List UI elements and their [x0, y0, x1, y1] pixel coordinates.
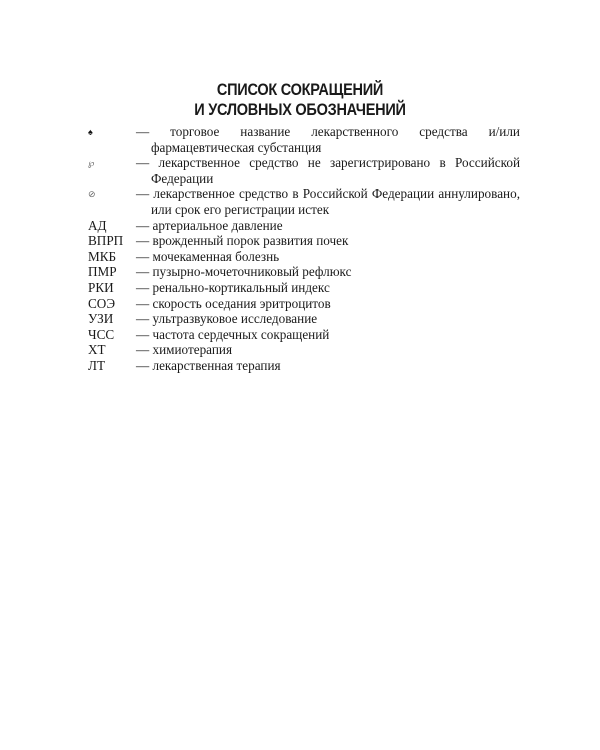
symbol-entry — [88, 155, 520, 186]
abbreviation-entry — [88, 296, 520, 312]
abbreviation-entry — [88, 249, 520, 265]
abbreviation-entry — [88, 342, 520, 358]
abbreviation-term: АД — [88, 217, 107, 233]
abbreviation-entry — [88, 311, 520, 327]
abbreviation-description: — мочекаменная болезнь — [136, 248, 280, 264]
symbol-description: — торговое название лекарственного средства и/или фармацевтическая субстанция — [136, 124, 520, 155]
abbreviation-entry — [88, 264, 520, 280]
symbol-description: — лекарственное средство не зарегистрировано в Российской Федерации — [136, 155, 520, 186]
abbreviation-description: — пузырно-мочеточниковый рефлюкс — [136, 264, 352, 280]
abbreviation-description: — ренально-кортикальный индекс — [136, 279, 330, 295]
abbreviation-description: — лекарственная терапия — [136, 357, 281, 373]
abbreviation-description: — врожденный порок развития почек — [136, 233, 349, 249]
abbreviation-term: ПМР — [88, 264, 117, 280]
abbreviation-description: — частота сердечных сокращений — [136, 326, 330, 342]
abbreviation-description: — скорость оседания эритроцитов — [136, 295, 331, 311]
abbreviation-description: — ультразвуковое исследование — [136, 311, 318, 327]
abbreviation-term: РКИ — [88, 279, 114, 295]
abbreviation-term: МКБ — [88, 248, 117, 264]
abbreviation-description: — артериальное давление — [136, 217, 283, 233]
trade-name-icon: ♠ — [88, 127, 93, 137]
abbreviation-term: УЗИ — [88, 311, 114, 327]
symbol-entry — [88, 186, 520, 217]
symbol-description: — лекарственное средство в Российской Федерации аннулировано, или срок его регистрации истек — [136, 186, 520, 217]
abbreviation-term: ВПРП — [88, 233, 124, 249]
annulled-icon: ⊘ — [88, 189, 96, 200]
abbreviation-description: — химиотерапия — [136, 342, 233, 358]
page-title — [36, 80, 564, 120]
abbreviation-entry — [88, 280, 520, 296]
abbreviation-entry — [88, 218, 520, 234]
symbol-entry — [88, 124, 520, 155]
abbreviation-list — [88, 124, 520, 374]
abbreviation-term: СОЭ — [88, 295, 116, 311]
abbreviation-term: ХТ — [88, 342, 106, 358]
not-registered-icon: ℘ — [88, 158, 95, 169]
title-line-1: СПИСОК СОКРАЩЕНИЙ — [216, 81, 384, 99]
abbreviation-term: ЧСС — [88, 326, 115, 342]
abbreviation-entry — [88, 327, 520, 343]
title-line-2: И УСЛОВНЫХ ОБОЗНАЧЕНИЙ — [194, 101, 406, 119]
abbreviation-term: ЛТ — [88, 357, 105, 373]
abbreviation-entry — [88, 233, 520, 249]
abbreviation-entry — [88, 358, 520, 374]
